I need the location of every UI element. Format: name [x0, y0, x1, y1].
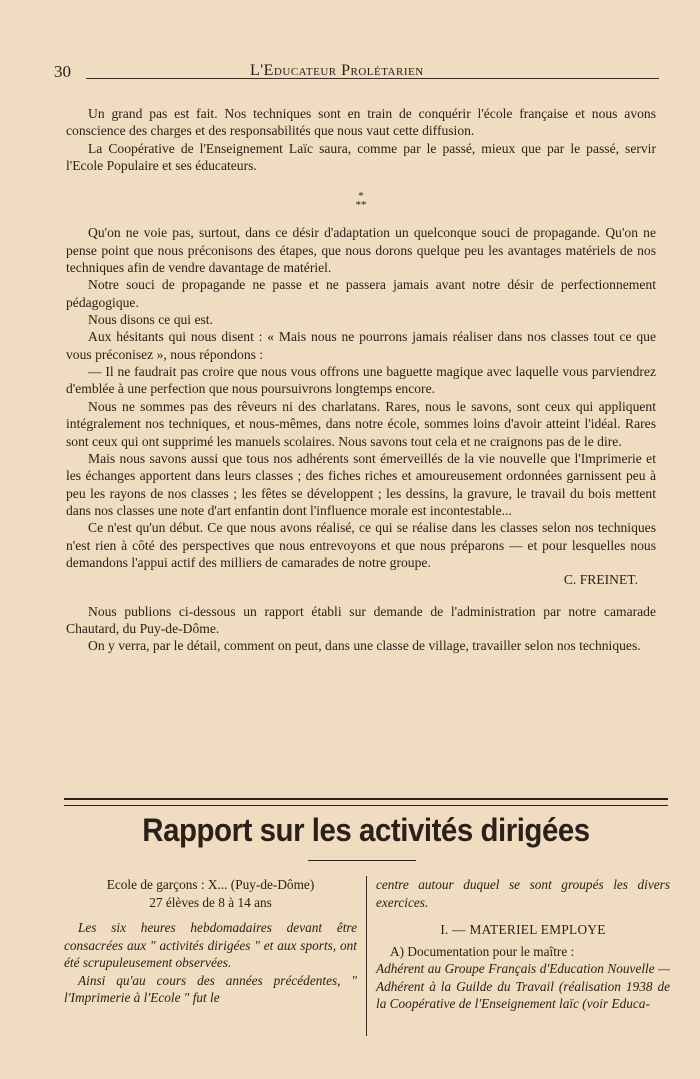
pupils-line: 27 élèves de 8 à 14 ans — [149, 894, 272, 910]
paragraph-gap — [66, 589, 656, 603]
section-heading-materiel: I. — MATERIEL EMPLOYE — [440, 922, 606, 937]
signature: C. FREINET. — [563, 572, 638, 588]
header-rule — [86, 78, 659, 79]
section-double-rule — [64, 798, 668, 806]
page-header — [54, 62, 660, 84]
paragraph-rapport: Nous publions ci-dessous un rapport établi sur demande de l'administration par notre camarade Chautard, du Puy-de-Dôme. — [66, 603, 656, 636]
paragraph-hesitants: Aux hésitants qui nous disent : « Mais nous ne pourrons jamais réaliser dans nos classes tout ce que vous préconisez », nous répondons : — [66, 329, 656, 362]
paragraph-adherents: Mais nous savons aussi que tous nos adhérents sont émerveillés de la vie nouvelle que l'Imprimerie et les échanges apportent dans leurs classes ; des fiches riches et amoureusement ordonnées garnissent peu à peu les rayons de nos classes ; les fêtes se développent ; les dessins, la gravure, le travail du bois mettent dans nos classes une note d'art enfantin dont l'influence morale est incontestable... — [66, 450, 656, 518]
report-right-paragraph-1: centre autour duquel se sont groupés les divers exercices. — [376, 877, 670, 910]
report-left-paragraph-1: Les six heures hebdomadaires devant être consacrées aux " activités dirigées " et aux sports, ont été scrupuleusement observées. — [64, 920, 357, 970]
report-left-column — [64, 876, 357, 1007]
paragraph-village: On y verra, par le détail, comment on peut, dans une classe de village, travailler selon nos techniques. — [88, 638, 641, 654]
report-right-column — [376, 876, 670, 1013]
paragraph-souci: Notre souci de propagande ne passe et ne passera jamais avant notre désir de perfectionnement pédagogique. — [66, 277, 656, 310]
paragraph-baguette: — Il ne faudrait pas croire que nous vous offrons une baguette magique avec laquelle vous parviendrez d'emblée à une perfection que nous poursuivrons longtemps encore. — [66, 364, 656, 397]
paragraph-reveurs: Nous ne sommes pas des rêveurs ni des charlatans. Rares, nous le savons, sont ceux qui appliquent intégralement nos techniques, et nous-mêmes, dans notre école, sommes loins d'avoir atteint l'idéal. Rares sont ceux qui ont supprimé les manuels scolaires. Nous savons tout cela et ne craignons pas de le dire. — [66, 398, 656, 449]
asterism-top: * — [358, 190, 364, 203]
paragraph-debut: Ce n'est qu'un début. Ce que nous avons réalisé, ce qui se réalise dans les classes selon nos techniques n'est rien à côté des perspectives que nous entrevoyons et que nous préparons — et pour lesquelles nous demandons l'appui actif des milliers de camarades de notre groupe. — [66, 520, 656, 570]
intro-paragraph-1: Un grand pas est fait. Nos techniques sont en train de conquérir l'école française et nous avons conscience des charges et des responsabilités que nous vaut cette diffusion. — [66, 106, 656, 139]
school-line: Ecole de garçons : X... (Puy-de-Dôme) — [106, 877, 315, 892]
asterism-bottom: ** — [355, 199, 367, 212]
title-underline — [308, 860, 416, 861]
paragraph-propagande: Qu'on ne voie pas, surtout, dans ce désir d'adaptation un quelconque souci de propagande. Qu'on ne pense point que nous préconisons des étapes, que nous dorons quelque peu les avantages matériels de nos techniques afin de vendre davantage de matériel. — [66, 225, 656, 276]
intro-paragraph-2: La Coopérative de l'Enseignement Laïc saura, comme par le passé, mieux que par le passé, servir l'Ecole Populaire et ses éducateurs. — [66, 140, 656, 174]
asterism-separator — [66, 192, 656, 210]
paragraph-disons: Nous disons ce qui est. — [88, 312, 213, 328]
article-body — [66, 105, 656, 655]
subsection-documentation: A) Documentation pour le maître : — [390, 943, 575, 959]
report-title: Rapport sur les activités dirigées — [142, 812, 590, 848]
page-number: 30 — [54, 62, 71, 81]
journal-title: L'Educateur Prolétarien — [250, 62, 424, 79]
column-divider — [366, 876, 367, 1036]
report-right-paragraph-2: Adhérent au Groupe Français d'Education Nouvelle — Adhérent à la Guilde du Travail (réalisation 1938 de la Coopérative de l'Enseignement laïc (voir Educa- — [376, 961, 670, 1011]
report-left-paragraph-2: Ainsi qu'au cours des années précédentes, " l'Imprimerie à l'Ecole " fut le — [64, 972, 357, 1005]
